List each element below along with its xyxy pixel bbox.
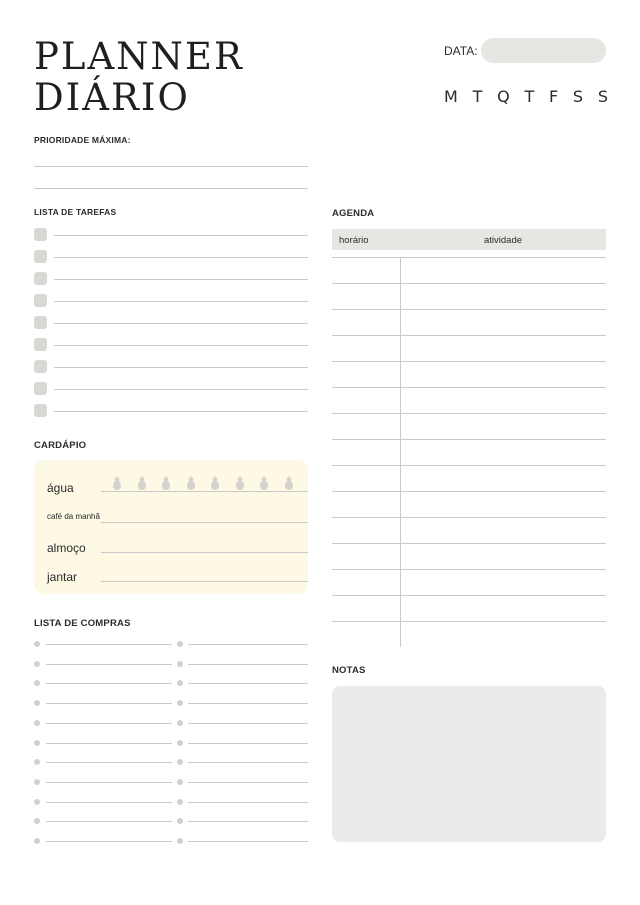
shopping-item-line[interactable] bbox=[46, 683, 172, 684]
shopping-item-line[interactable] bbox=[188, 723, 308, 724]
notes-area[interactable] bbox=[332, 686, 606, 842]
bullet-icon bbox=[177, 838, 183, 844]
agenda-row-line[interactable] bbox=[332, 439, 606, 440]
breakfast-label: café da manhã bbox=[47, 512, 100, 521]
task-line[interactable] bbox=[54, 235, 308, 236]
water-drop-icon[interactable] bbox=[236, 480, 244, 490]
agenda-row-line[interactable] bbox=[332, 621, 606, 622]
shopping-item-line[interactable] bbox=[46, 664, 172, 665]
water-drop-icon[interactable] bbox=[187, 480, 195, 490]
title-line-1: PLANNER bbox=[34, 35, 244, 78]
shopping-item-line[interactable] bbox=[188, 821, 308, 822]
agenda-row-line[interactable] bbox=[332, 491, 606, 492]
agenda-row-line[interactable] bbox=[332, 413, 606, 414]
agenda-time-header: horário bbox=[339, 235, 369, 246]
weekday-fri[interactable]: F bbox=[548, 87, 559, 106]
shopping-item-line[interactable] bbox=[188, 802, 308, 803]
agenda-row-line[interactable] bbox=[332, 283, 606, 284]
shopping-item-line[interactable] bbox=[188, 664, 308, 665]
shopping-list-label: LISTA DE COMPRAS bbox=[34, 618, 131, 629]
date-field[interactable] bbox=[481, 38, 606, 63]
shopping-item-line[interactable] bbox=[46, 644, 172, 645]
bullet-icon bbox=[177, 818, 183, 824]
agenda-row-line[interactable] bbox=[332, 387, 606, 388]
task-line[interactable] bbox=[54, 323, 308, 324]
bullet-icon bbox=[34, 759, 40, 765]
shopping-item-line[interactable] bbox=[46, 703, 172, 704]
shopping-item-line[interactable] bbox=[46, 821, 172, 822]
bullet-icon bbox=[177, 720, 183, 726]
task-checkbox[interactable] bbox=[34, 272, 47, 285]
bullet-icon bbox=[177, 759, 183, 765]
weekday-selector bbox=[444, 87, 608, 106]
agenda-row-line[interactable] bbox=[332, 335, 606, 336]
task-line[interactable] bbox=[54, 257, 308, 258]
task-checkbox[interactable] bbox=[34, 294, 47, 307]
task-line[interactable] bbox=[54, 411, 308, 412]
task-checkbox[interactable] bbox=[34, 316, 47, 329]
task-checkbox[interactable] bbox=[34, 382, 47, 395]
task-line[interactable] bbox=[54, 301, 308, 302]
task-line[interactable] bbox=[54, 367, 308, 368]
agenda-activity-header: atividade bbox=[484, 235, 523, 246]
water-drop-icon[interactable] bbox=[285, 480, 293, 490]
agenda-row-line[interactable] bbox=[332, 361, 606, 362]
shopping-item-line[interactable] bbox=[46, 762, 172, 763]
menu-label: CARDÁPIO bbox=[34, 440, 87, 451]
weekday-sun[interactable]: S bbox=[597, 87, 608, 106]
bullet-icon bbox=[34, 799, 40, 805]
title-line-2: DIÁRIO bbox=[34, 76, 190, 119]
lunch-label: almoço bbox=[47, 541, 86, 555]
water-line bbox=[101, 491, 308, 492]
water-drop-icon[interactable] bbox=[162, 480, 170, 490]
dinner-line[interactable] bbox=[101, 581, 308, 582]
bullet-icon bbox=[177, 641, 183, 647]
agenda-column-divider bbox=[400, 257, 401, 647]
bullet-icon bbox=[34, 740, 40, 746]
bullet-icon bbox=[34, 838, 40, 844]
shopping-item-line[interactable] bbox=[188, 762, 308, 763]
bullet-icon bbox=[34, 680, 40, 686]
dinner-label: jantar bbox=[47, 570, 78, 584]
bullet-icon bbox=[34, 700, 40, 706]
shopping-item-line[interactable] bbox=[46, 841, 172, 842]
task-checkbox[interactable] bbox=[34, 404, 47, 417]
weekday-tue[interactable]: T bbox=[472, 87, 483, 106]
shopping-item-line[interactable] bbox=[46, 743, 172, 744]
lunch-line[interactable] bbox=[101, 552, 308, 553]
breakfast-line[interactable] bbox=[101, 522, 308, 523]
shopping-item-line[interactable] bbox=[188, 703, 308, 704]
priority-line[interactable] bbox=[34, 188, 308, 189]
page-title bbox=[34, 36, 294, 118]
task-checkbox[interactable] bbox=[34, 338, 47, 351]
bullet-icon bbox=[177, 779, 183, 785]
task-checkbox[interactable] bbox=[34, 228, 47, 241]
date-label: DATA: bbox=[444, 44, 478, 58]
agenda-label: AGENDA bbox=[332, 208, 375, 219]
water-drop-icon[interactable] bbox=[260, 480, 268, 490]
agenda-row-line[interactable] bbox=[332, 595, 606, 596]
weekday-sat[interactable]: S bbox=[572, 87, 584, 106]
water-drop-icon[interactable] bbox=[211, 480, 219, 490]
bullet-icon bbox=[177, 799, 183, 805]
agenda-row-line[interactable] bbox=[332, 257, 606, 258]
shopping-item-line[interactable] bbox=[188, 743, 308, 744]
agenda-header bbox=[332, 229, 606, 250]
water-drop-icon[interactable] bbox=[138, 480, 146, 490]
bullet-icon bbox=[177, 661, 183, 667]
bullet-icon bbox=[177, 700, 183, 706]
bullet-icon bbox=[34, 641, 40, 647]
bullet-icon bbox=[177, 740, 183, 746]
priority-label: PRIORIDADE MÁXIMA: bbox=[34, 135, 131, 145]
agenda-row-line[interactable] bbox=[332, 517, 606, 518]
weekday-mon[interactable]: M bbox=[444, 87, 458, 106]
bullet-icon bbox=[34, 661, 40, 667]
water-label: água bbox=[47, 481, 74, 495]
agenda-row-line[interactable] bbox=[332, 309, 606, 310]
shopping-item-line[interactable] bbox=[188, 782, 308, 783]
shopping-item-line[interactable] bbox=[46, 782, 172, 783]
shopping-item-line[interactable] bbox=[46, 802, 172, 803]
task-list-label: LISTA DE TAREFAS bbox=[34, 207, 117, 217]
bullet-icon bbox=[34, 779, 40, 785]
agenda-row-line[interactable] bbox=[332, 465, 606, 466]
bullet-icon bbox=[34, 818, 40, 824]
task-line[interactable] bbox=[54, 389, 308, 390]
agenda-row-line[interactable] bbox=[332, 569, 606, 570]
notes-label: NOTAS bbox=[332, 665, 366, 676]
task-checkbox[interactable] bbox=[34, 250, 47, 263]
bullet-icon bbox=[34, 720, 40, 726]
water-drop-icon[interactable] bbox=[113, 480, 121, 490]
weekday-wed[interactable]: Q bbox=[497, 87, 510, 106]
shopping-item-line[interactable] bbox=[188, 841, 308, 842]
task-line[interactable] bbox=[54, 279, 308, 280]
task-checkbox[interactable] bbox=[34, 360, 47, 373]
shopping-item-line[interactable] bbox=[46, 723, 172, 724]
weekday-thu[interactable]: T bbox=[524, 87, 535, 106]
shopping-item-line[interactable] bbox=[188, 683, 308, 684]
bullet-icon bbox=[177, 680, 183, 686]
agenda-row-line[interactable] bbox=[332, 543, 606, 544]
task-line[interactable] bbox=[54, 345, 308, 346]
shopping-item-line[interactable] bbox=[188, 644, 308, 645]
priority-line[interactable] bbox=[34, 166, 308, 167]
